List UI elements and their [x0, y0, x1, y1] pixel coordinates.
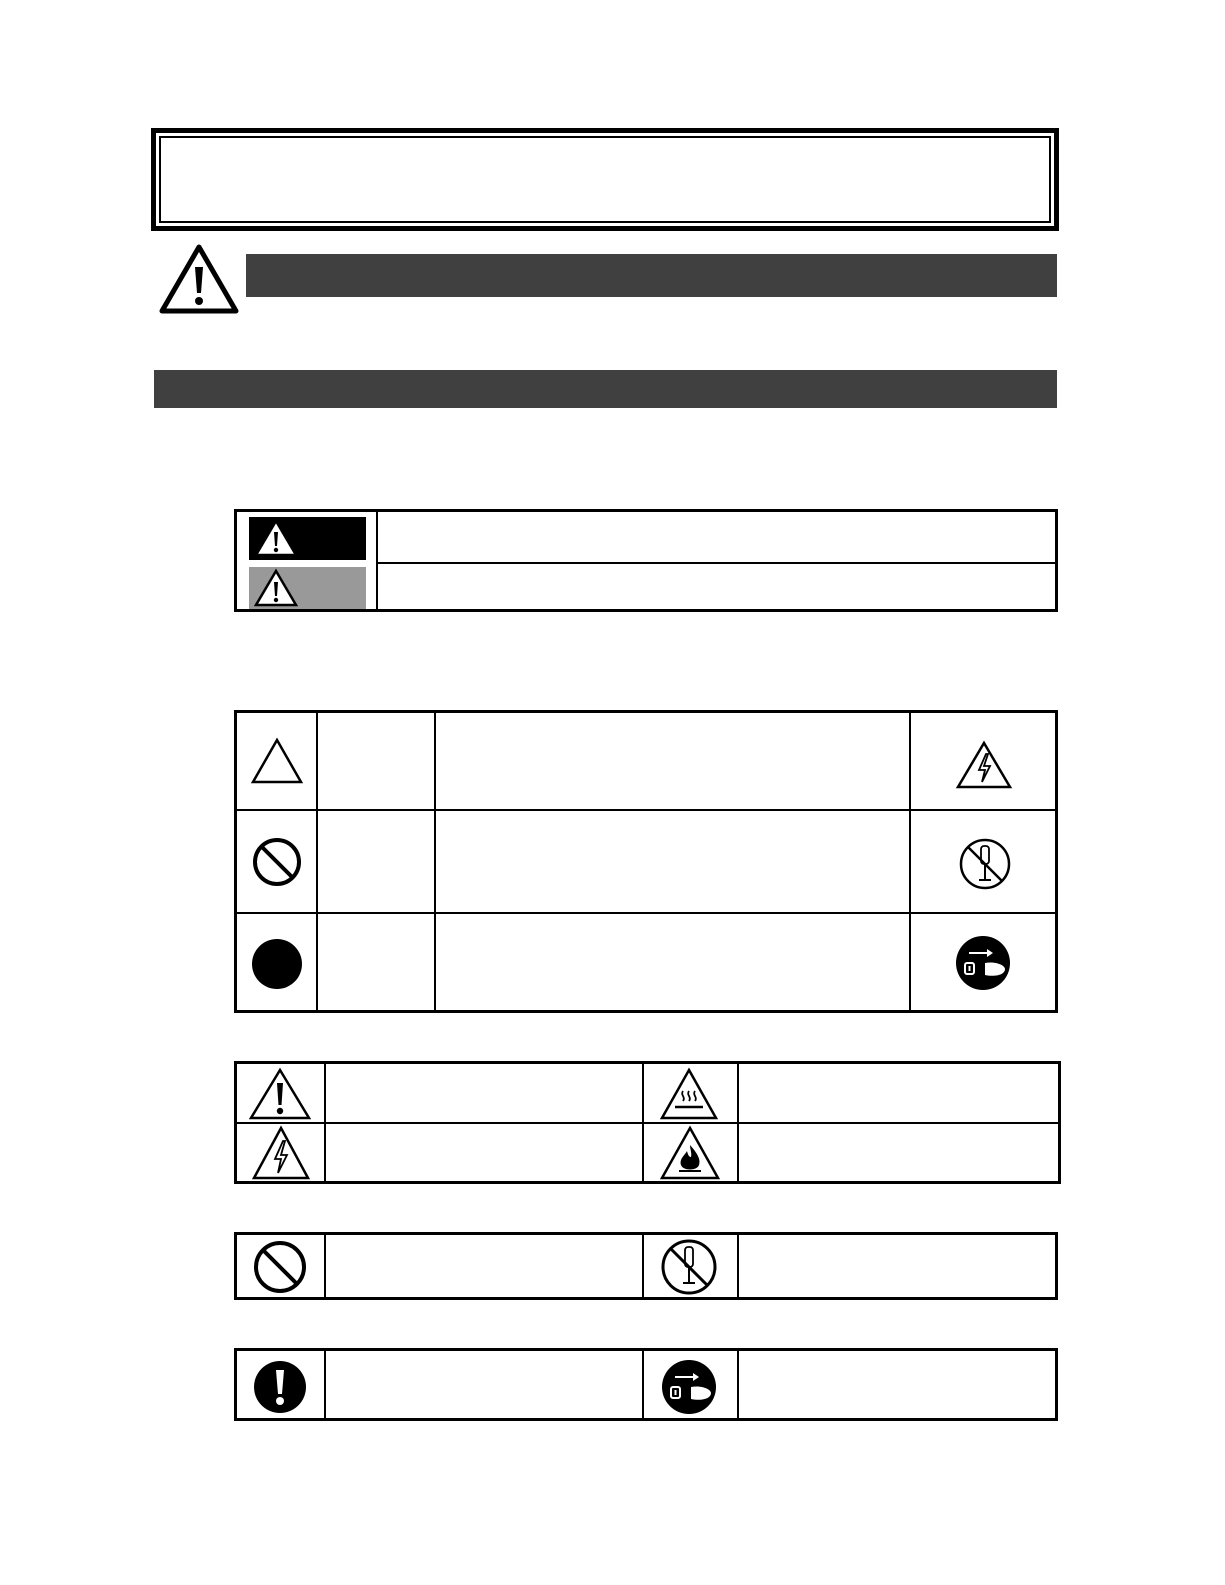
warning-triangle-icon: [158, 243, 240, 315]
signal-word-table: [234, 509, 1058, 612]
danger-label: [249, 517, 366, 560]
general-mandatory-icon: [253, 1360, 307, 1414]
mandatory-symbols-table: [234, 1348, 1058, 1421]
general-prohibition-icon: [252, 1239, 308, 1295]
unplug-icon: [955, 935, 1011, 991]
hot-surface-icon: [659, 1067, 719, 1121]
unplug-icon: [661, 1359, 717, 1415]
triangle-outline-icon: [250, 737, 304, 785]
symbol-meaning-table: [234, 710, 1058, 1013]
electric-shock-icon: [251, 1125, 311, 1181]
caution-symbols-table: [234, 1061, 1061, 1184]
prohibition-symbols-table: [234, 1232, 1058, 1300]
no-disassembly-icon: [659, 1237, 719, 1297]
electric-shock-triangle-icon: [955, 740, 1013, 790]
section-bar-text: [154, 377, 166, 401]
fire-hazard-icon: [659, 1125, 721, 1181]
filled-circle-icon: [251, 938, 303, 990]
warning-banner: [246, 254, 1057, 297]
warning-banner-text: [246, 263, 258, 287]
prohibition-circle-icon: [251, 836, 303, 888]
section-bar: [154, 370, 1057, 408]
caution-label: [249, 567, 366, 609]
signal-caution-icon: [253, 568, 299, 608]
signal-warning-icon: [253, 518, 299, 558]
header-box: [151, 128, 1059, 231]
header-title: [161, 138, 1049, 166]
general-caution-icon: [248, 1067, 312, 1121]
no-disassembly-icon: [957, 836, 1013, 892]
